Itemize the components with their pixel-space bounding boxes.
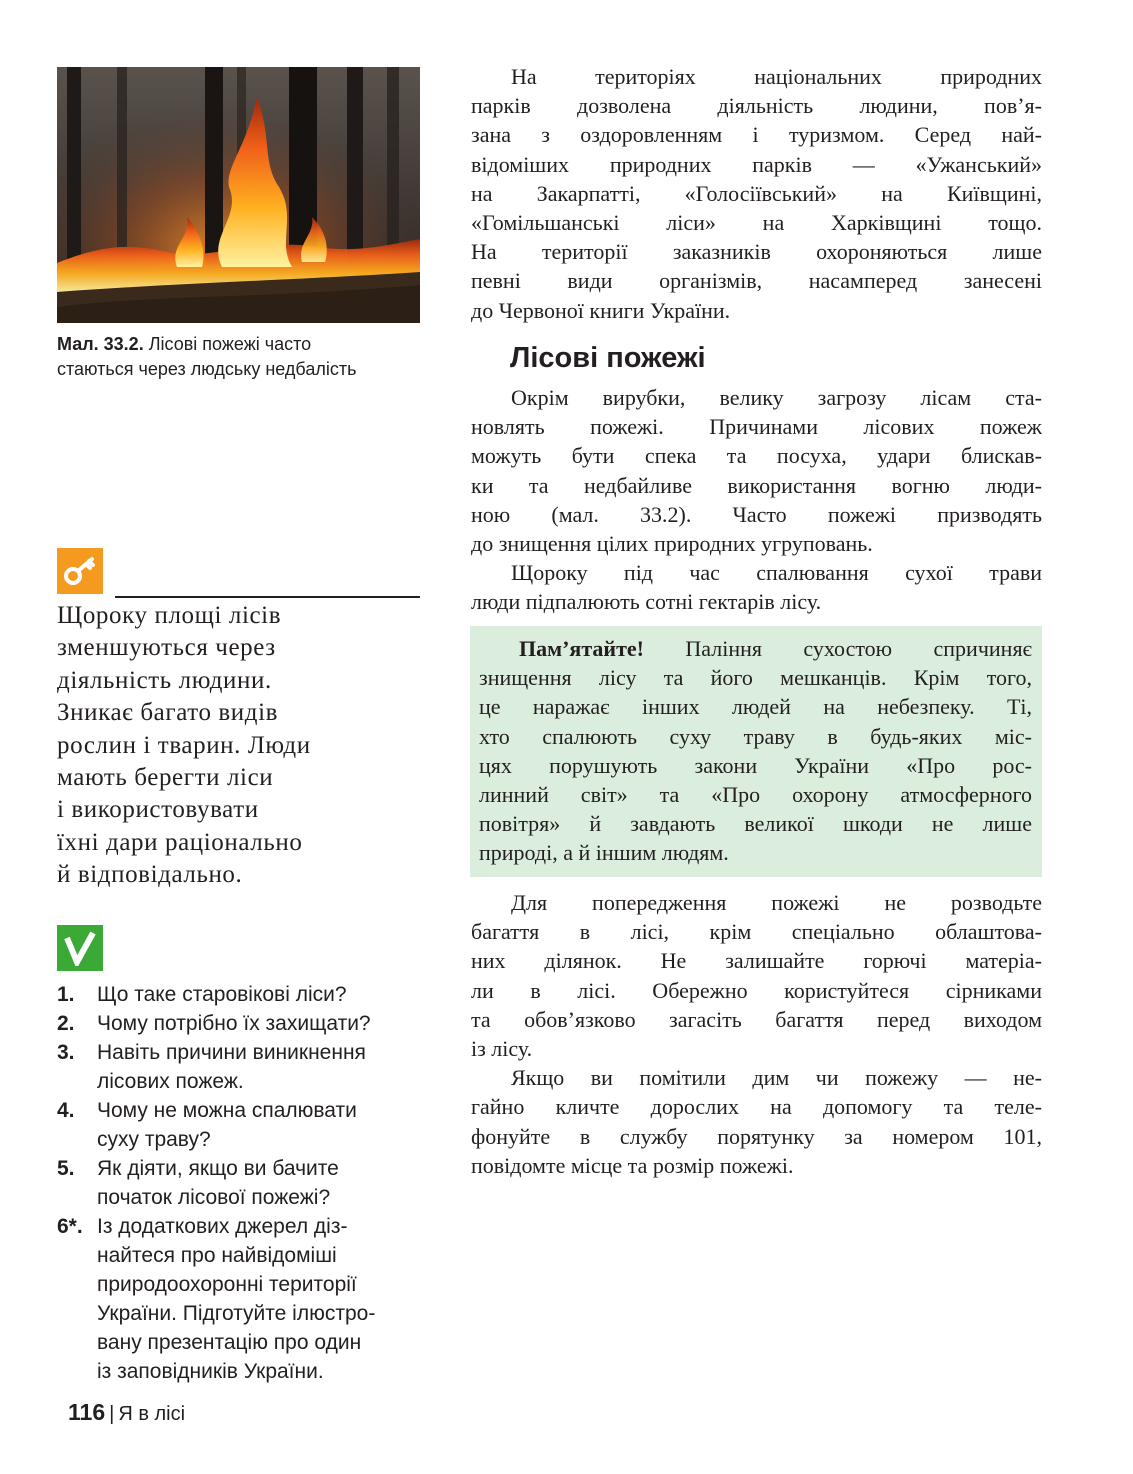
text-line: багаття в лісі, крім спеціально облаштова- [471, 919, 1042, 945]
text-line: знищення лісу та його мешканців. Крім того, [479, 665, 1032, 691]
summary-line: зменшуються через [57, 634, 276, 662]
question-text: Із додаткових джерел діз- [97, 1215, 348, 1238]
text-line: із лісу. [471, 1035, 533, 1061]
forest-fire-photo [57, 67, 420, 323]
question-number: 2. [57, 1012, 75, 1035]
summary-line: Зникає багато видів [57, 699, 279, 727]
text-line: Якщо ви помітили дим чи пожежу — не- [511, 1065, 1042, 1091]
question-item [57, 1096, 427, 1154]
text-line: ли в лісі. Обережно користуйтеся сірниками [471, 977, 1042, 1003]
text-line: линний світ» та «Про охорону атмосферного [479, 781, 1032, 807]
text-line: люди підпалюють сотні гектарів лісу. [471, 589, 822, 615]
summary-line: і використовувати [57, 796, 259, 824]
question-number: 5. [57, 1157, 75, 1180]
summary-line: їхні дари раціонально [57, 828, 303, 856]
text-line [479, 634, 1032, 663]
summary-line: рослин і тварин. Люди [57, 731, 311, 759]
key-icon [62, 553, 98, 589]
text-line: на Закарпатті, «Голосіївський» на Київщині, [471, 180, 1042, 206]
question-number: 1. [57, 983, 75, 1006]
caption-line-1: Лісові пожежі часто [148, 334, 312, 354]
question-item [57, 1154, 427, 1212]
question-text: суху траву? [97, 1128, 211, 1151]
review-questions [57, 980, 427, 1386]
question-item [57, 1038, 427, 1096]
note-text [479, 634, 1032, 868]
question-text: Чому не можна спалювати [97, 1099, 357, 1122]
key-divider [115, 596, 420, 598]
question-text: лісових пожеж. [97, 1070, 244, 1093]
text-line: «Гомільшанські ліси» на Харківщині тощо. [471, 209, 1042, 235]
paragraph-parks [471, 62, 1042, 325]
key-badge [57, 548, 103, 594]
question-text: найтеся про найвідоміші [97, 1244, 337, 1267]
question-text: із заповідників України. [97, 1360, 324, 1383]
text-line: фонуйте в службу порятунку за номером 101, [471, 1123, 1042, 1149]
text-line: Для попередження пожежі не розводьте [511, 890, 1042, 915]
figure-caption [57, 332, 427, 382]
text-line: них ділянок. Не залишайте горючі матеріа- [471, 948, 1042, 974]
question-text: вану презентацію про один [97, 1331, 362, 1354]
text-line: повідомте місце та розмір пожежі. [471, 1152, 794, 1178]
question-text: початок лісової пожежі? [97, 1186, 331, 1209]
check-badge [57, 925, 103, 971]
caption-line-2: стаються через людську недбалість [57, 359, 357, 379]
paragraph-forest-fires [471, 383, 1042, 617]
question-text: Навіть причини виникнення [97, 1041, 366, 1064]
summary-line: Щороку площі лісів [57, 602, 282, 629]
text-line: хто спалюють суху траву в будь-яких міс- [479, 723, 1032, 749]
text-line: повітря» й завдають великої шкоди не лише [479, 811, 1032, 837]
text-line: Щороку під час спалювання сухої трави [511, 560, 1042, 586]
question-item [57, 1009, 427, 1038]
question-number: 3. [57, 1041, 75, 1064]
remember-note [470, 626, 1042, 877]
note-first-line: Паління сухостою спричиняє [643, 636, 1032, 661]
text-line: відоміших природних парків — «Ужанський» [471, 151, 1042, 177]
figure-label: Мал. 33.2. [57, 334, 144, 354]
question-text: Чому потрібно їх захищати? [97, 1012, 371, 1035]
text-line: зана з оздоровленням і туризмом. Серед най- [471, 122, 1042, 148]
text-line: гайно кличте дорослих на допомогу та теле- [471, 1094, 1042, 1120]
text-line: ки та недбайливе використання вогню люди- [471, 472, 1042, 498]
text-line: На територіях національних природних [511, 64, 1042, 89]
note-lead: Пам’ятайте! [519, 636, 644, 661]
text-line: парків дозволена діяльність людини, пов’я- [471, 93, 1042, 119]
forest-fire-illustration [57, 67, 420, 323]
text-line: цях порушують закони України «Про рос- [479, 752, 1032, 778]
summary-line: мають берегти ліси [57, 764, 274, 792]
question-text: Що таке старовікові ліси? [97, 983, 347, 1006]
question-text: України. Підготуйте ілюстро- [97, 1302, 376, 1325]
question-item [57, 1212, 427, 1386]
text-line: до Червоної книги України. [471, 297, 731, 323]
text-line: певні види організмів, насамперед занесені [471, 268, 1042, 294]
question-number: 4. [57, 1099, 75, 1122]
paragraph-prevention [471, 888, 1042, 1180]
text-line: до знищення цілих природних угруповань. [471, 530, 873, 556]
text-line: новлять пожежі. Причинами лісових пожеж [471, 414, 1042, 440]
section-heading: Лісові пожежі [510, 342, 706, 374]
page-footer [68, 1398, 185, 1428]
page-number: 116 [68, 1399, 106, 1425]
text-line: ною (мал. 33.2). Часто пожежі призводять [471, 501, 1042, 527]
text-line: це наражає інших людей на небезпеку. Ті, [479, 694, 1032, 720]
text-line: природі, а й іншим людям. [479, 840, 729, 866]
summary-line: діяльність людини. [57, 666, 272, 694]
text-line: На території заказників охороняються лише [471, 239, 1042, 265]
section-title: Я в лісі [118, 1403, 186, 1425]
footer-separator: | [109, 1403, 115, 1425]
checkmark-icon [62, 930, 98, 966]
question-item [57, 980, 427, 1009]
text-line: та обов’язково загасіть багаття перед виходом [471, 1006, 1042, 1032]
text-line: можуть бути спека та посуха, удари блискав- [471, 443, 1042, 469]
text-line: Окрім вирубки, велику загрозу лісам ста- [511, 385, 1042, 410]
summary-line: й відповідально. [57, 861, 243, 889]
question-text: природоохоронні території [97, 1273, 357, 1296]
question-number: 6*. [57, 1215, 83, 1238]
key-summary [57, 600, 417, 892]
question-text: Як діяти, якщо ви бачите [97, 1157, 339, 1180]
